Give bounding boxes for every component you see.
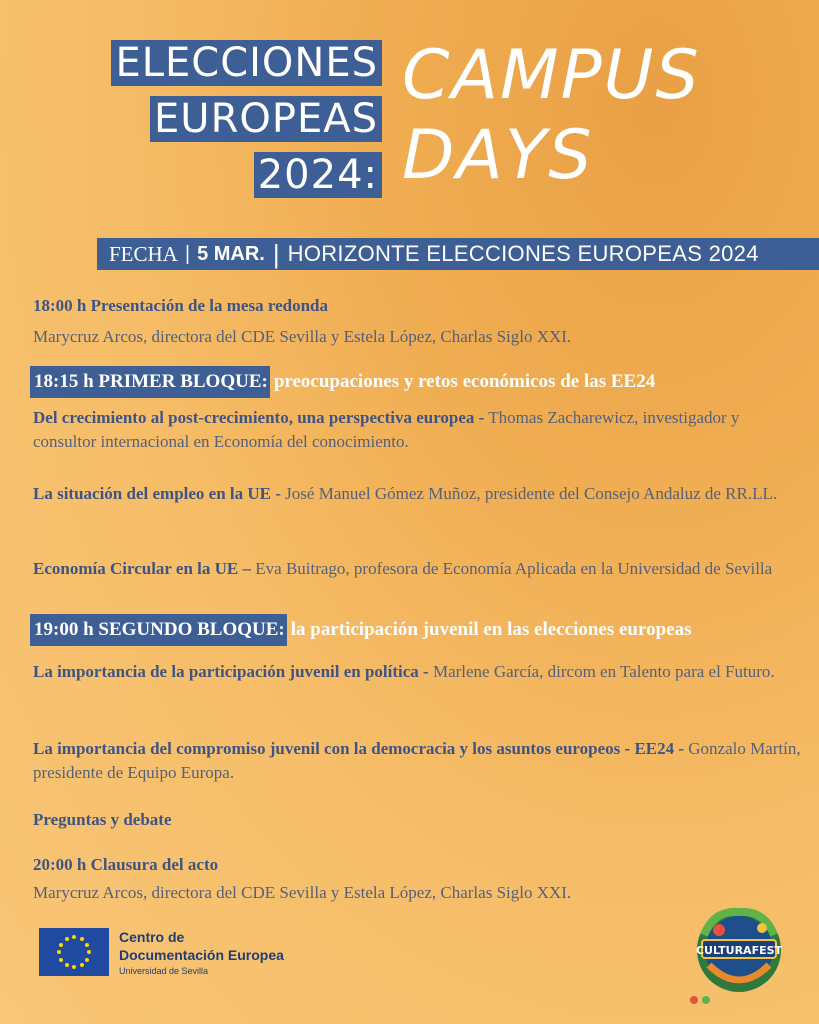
- fecha-bar: [97, 238, 819, 270]
- title-campus: CAMPUS: [402, 36, 701, 115]
- eu-star: [65, 937, 69, 941]
- talk-1-title: Del crecimiento al post-crecimiento, una perspectiva europea -: [33, 408, 485, 427]
- presentacion-heading-text: 18:00 h Presentación de la mesa redonda: [33, 296, 328, 315]
- culturafest-badge-icon: [684, 900, 794, 1010]
- cde-line-3: Universidad de Sevilla: [119, 966, 209, 976]
- title-line-1: ELECCIONES: [111, 40, 382, 86]
- eu-star: [85, 943, 89, 947]
- bloque1-topic: preocupaciones y retos económicos de las EE24: [273, 371, 656, 392]
- talk-2-title: La situación del empleo en la UE -: [33, 484, 281, 503]
- eu-star: [80, 963, 84, 967]
- title-line-2: EUROPEAS: [150, 96, 382, 142]
- talk-4-title: La importancia de la participación juvenil en política -: [33, 662, 429, 681]
- cde-text: [119, 928, 284, 976]
- talk-3-speaker: Eva Buitrago, profesora de Economía Aplicada en la Universidad de Sevilla: [251, 559, 773, 578]
- fecha-topic: HORIZONTE ELECCIONES EUROPEAS 2024: [287, 241, 759, 266]
- eu-star: [87, 950, 91, 954]
- talk-4: [33, 660, 803, 684]
- bloque2-bar: [30, 614, 691, 646]
- fecha-date: 5 MAR.: [197, 242, 265, 265]
- eu-star: [80, 937, 84, 941]
- fecha-separator: |: [184, 242, 191, 265]
- clausura-text-content: Marycruz Arcos, directora del CDE Sevilla y Estela López, Charlas Siglo XXI.: [33, 883, 572, 902]
- bloque2-topic: la participación juvenil en las elecciones europeas: [290, 619, 692, 640]
- eu-star: [65, 963, 69, 967]
- bloque2-label: 19:00 h SEGUNDO BLOQUE:: [30, 614, 287, 646]
- badge-text: CULTURAFEST: [695, 944, 783, 957]
- cde-line-2: Documentación Europea: [119, 947, 284, 963]
- title-line-3: 2024:: [254, 152, 382, 198]
- talk-1-speaker: Thomas Zacharewicz, investigador y consultor internacional en Economía del conocimiento.: [33, 408, 740, 451]
- talk-5-speaker: Gonzalo Martín, presidente de Equipo Europa.: [33, 739, 801, 782]
- eu-star: [72, 935, 76, 939]
- fecha-separator-2: |: [272, 238, 280, 269]
- cde-line-1: Centro de: [119, 929, 185, 945]
- talk-2-speaker: José Manuel Gómez Muñoz, presidente del Consejo Andaluz de RR.LL.: [280, 484, 778, 503]
- talk-3: [33, 557, 803, 581]
- talk-4-speaker: Marlene García, dircom en Talento para el Futuro.: [428, 662, 775, 681]
- bloque1-label: 18:15 h PRIMER BLOQUE:: [30, 366, 270, 398]
- eu-star: [59, 958, 63, 962]
- talk-5: [33, 737, 803, 785]
- talk-1: [33, 406, 803, 454]
- eu-flag-icon: [39, 928, 109, 976]
- eu-star: [57, 950, 61, 954]
- talk-3-title: Economía Circular en la UE –: [33, 559, 252, 578]
- preguntas-text: Preguntas y debate: [33, 810, 172, 829]
- talk-2: [33, 482, 803, 506]
- cde-logo: [39, 928, 284, 976]
- presentacion-heading: [33, 294, 803, 318]
- preguntas: [33, 808, 803, 832]
- talk-5-title: La importancia del compromiso juvenil con la democracia y los asuntos europeos - EE24 -: [33, 739, 685, 758]
- title-right: [402, 36, 701, 196]
- bloque1-bar: [30, 366, 655, 398]
- title-days: DAYS: [402, 116, 594, 195]
- clausura-heading-text: 20:00 h Clausura del acto: [33, 855, 219, 874]
- presentacion-text: [33, 325, 803, 349]
- fecha-label: FECHA: [109, 241, 178, 266]
- presentacion-text-content: Marycruz Arcos, directora del CDE Sevilla y Estela López, Charlas Siglo XXI.: [33, 327, 572, 346]
- eu-star: [72, 965, 76, 969]
- clausura-heading: [33, 853, 803, 877]
- eu-star: [85, 958, 89, 962]
- eu-star: [59, 943, 63, 947]
